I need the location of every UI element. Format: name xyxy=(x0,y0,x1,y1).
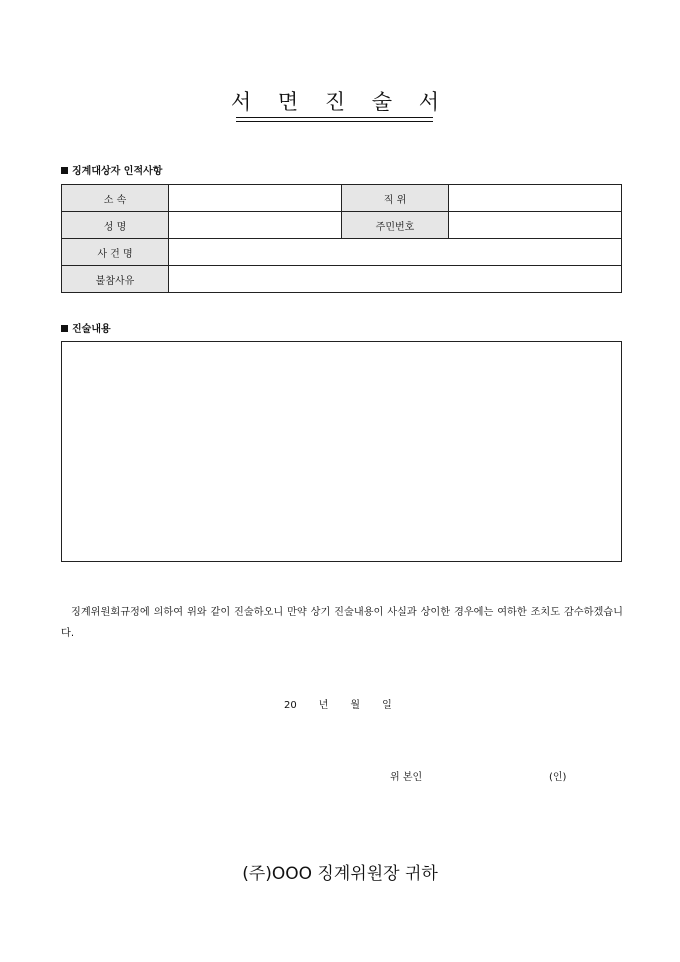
section-heading-label: 진술내용 xyxy=(72,324,111,335)
document-title: 서 면 진 술 서 xyxy=(230,90,450,114)
personal-info-table xyxy=(61,184,622,293)
seal-label: (인) xyxy=(549,772,567,783)
section-heading-label: 징계대상자 인적사항 xyxy=(72,166,163,177)
table-row xyxy=(62,239,622,266)
name-label: 성 명 xyxy=(62,212,169,239)
square-bullet-icon xyxy=(61,325,68,332)
square-bullet-icon xyxy=(61,167,68,174)
name-field[interactable] xyxy=(169,212,342,239)
absence-reason-label: 불참사유 xyxy=(62,266,169,293)
date-day: 일 xyxy=(382,700,392,711)
resident-number-label: 주민번호 xyxy=(342,212,449,239)
table-row xyxy=(62,266,622,293)
date-year-prefix: 20 xyxy=(284,700,297,711)
section-heading-statement xyxy=(61,320,111,335)
table-row xyxy=(62,185,622,212)
position-label: 직 위 xyxy=(342,185,449,212)
case-name-field[interactable] xyxy=(169,239,622,266)
statement-content-box[interactable] xyxy=(61,341,622,562)
case-name-label: 사 건 명 xyxy=(62,239,169,266)
affiliation-field[interactable] xyxy=(169,185,342,212)
date-month: 월 xyxy=(350,700,361,711)
date-line xyxy=(284,696,414,711)
position-field[interactable] xyxy=(449,185,622,212)
affiliation-label: 소 속 xyxy=(62,185,169,212)
pledge-text: 징계위원회규정에 의하여 위와 같이 진술하오니 만약 상기 진술내용이 사실과 상이한 경우에는 여하한 조치도 감수하겠습니다. xyxy=(61,607,623,639)
addressee: (주)OOO 징계위원장 귀하 xyxy=(242,864,438,884)
absence-reason-field[interactable] xyxy=(169,266,622,293)
title-double-underline xyxy=(236,117,433,122)
table-row xyxy=(62,212,622,239)
date-year: 년 xyxy=(318,700,329,711)
signer-label: 위 본인 xyxy=(390,772,423,783)
section-heading-personal-info xyxy=(61,162,162,177)
resident-number-field[interactable] xyxy=(449,212,622,239)
